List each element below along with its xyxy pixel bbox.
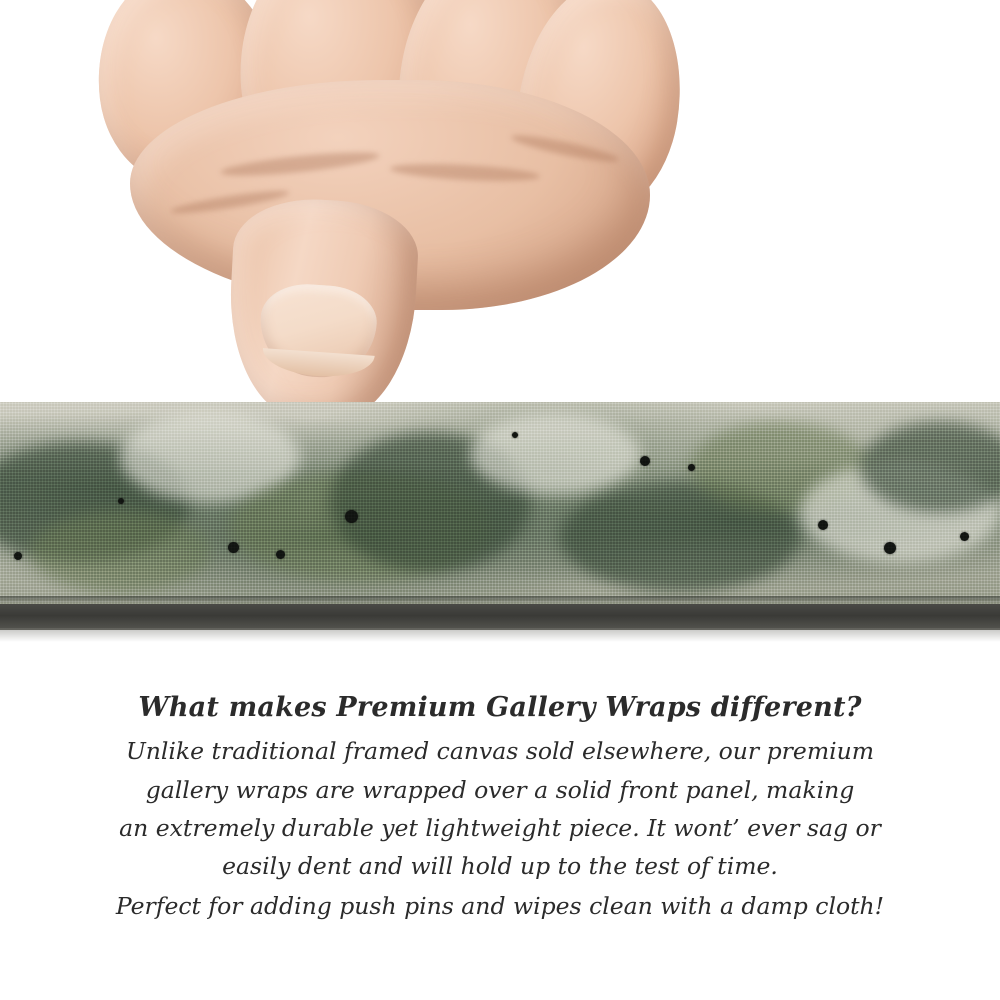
caption-line: easily dent and will hold up to the test of time. <box>222 851 778 880</box>
caption-title: What makes Premium Gallery Wraps different? <box>138 692 862 723</box>
caption-closing-line: Perfect for adding push pins and wipes clean with a damp cloth! <box>115 891 885 920</box>
canvas-side-edge <box>0 604 1000 630</box>
canvas-shadow <box>0 596 1000 604</box>
hand-pressing-icon <box>90 0 650 430</box>
caption-line: gallery wraps are wrapped over a solid front panel, making <box>145 775 855 804</box>
caption-line: an extremely durable yet lightweight piece. It wont’ ever sag or <box>119 813 881 842</box>
canvas-weave-texture <box>0 402 1000 620</box>
canvas-drop-shadow <box>0 628 1000 642</box>
caption-body <box>0 732 1000 924</box>
caption-block <box>0 690 1000 925</box>
caption-line: Unlike traditional framed canvas sold elsewhere, our premium <box>125 737 875 766</box>
canvas-wrap-edge-icon <box>0 402 1000 620</box>
